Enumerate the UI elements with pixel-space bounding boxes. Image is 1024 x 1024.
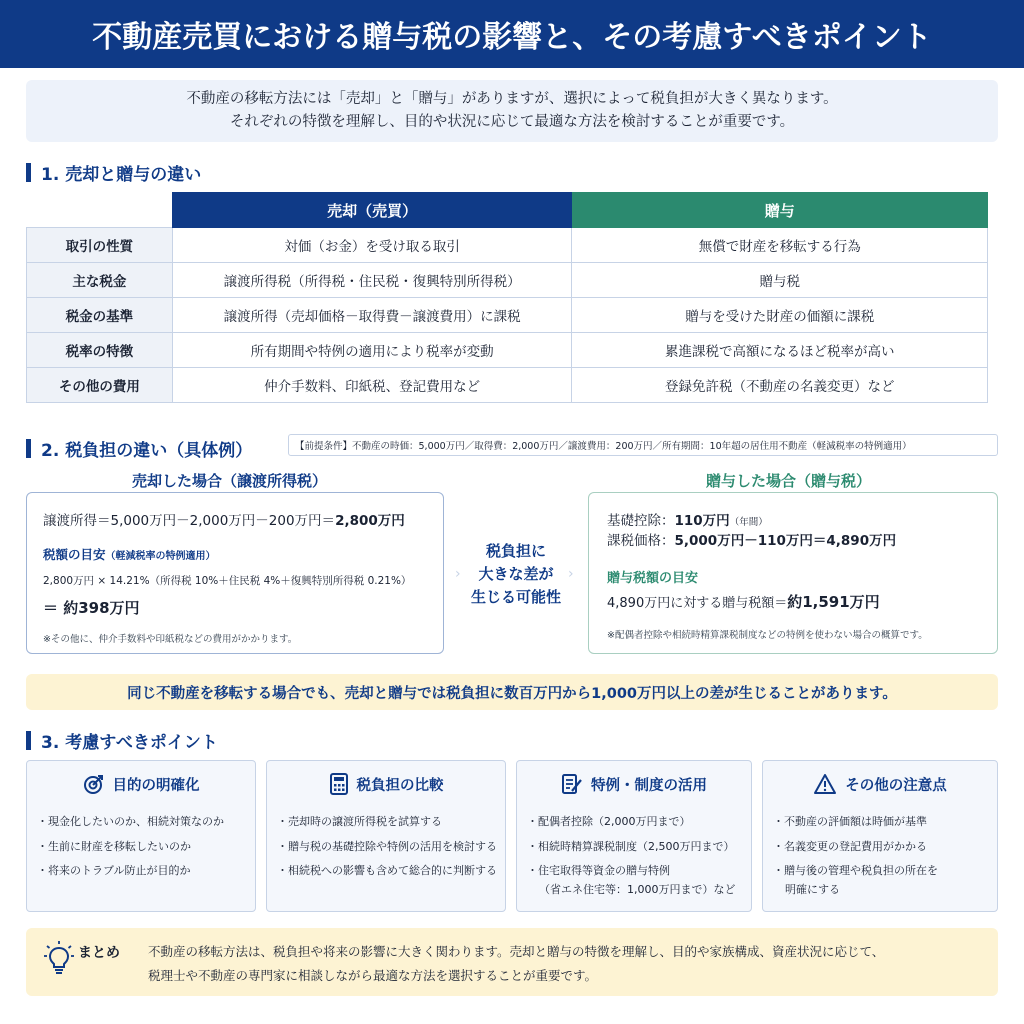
card-point: ・売却時の譲渡所得税を試算する: [277, 815, 442, 828]
card-title-text: 目的の明確化: [112, 777, 200, 794]
card-point: ・贈与税の基礎控除や特例の活用を検討する: [277, 840, 497, 853]
deduction-label: 基礎控除：: [607, 513, 675, 529]
card-point: ・不動産の評価額は時価が基準: [773, 815, 927, 828]
heading-bar: [26, 439, 31, 458]
row-header: 税金の基準: [27, 298, 173, 333]
gift-deduction: [607, 509, 768, 529]
card-title: [517, 773, 751, 795]
point-card: [266, 760, 506, 912]
intro-box: [26, 80, 998, 142]
taxable-label: 課税価格：: [607, 533, 675, 549]
card-point: ・生前に財産を移転したいのか: [37, 840, 191, 853]
column-header-sale: 売却（売買）: [172, 193, 572, 228]
row-header: 主な税金: [27, 263, 173, 298]
deduction-note: （年間）: [729, 517, 768, 528]
gift-taxable: [607, 529, 896, 549]
sale-calc: 2,800万円 × 14.21%（所得税 10%＋住民税 4%＋復興特別所得税 0.21%）: [43, 575, 412, 587]
summary-line: 不動産の移転方法は、税負担や将来の影響に大きく関わります。売却と贈与の特徴を理解し、目的や家族構成、資産状況に応じて、: [148, 944, 885, 959]
table-row: [27, 228, 988, 263]
center-line: 大きな差が: [478, 565, 554, 583]
table-cell: 譲渡所得（売却価格－取得費－譲渡費用）に課税: [172, 298, 572, 333]
chevron-right-icon: ›: [568, 566, 574, 582]
card-point: ・相続税への影響も含めて総合的に判断する: [277, 864, 497, 877]
section-title-text: 2. 税負担の違い（具体例）: [41, 441, 253, 461]
table-cell: 贈与税: [572, 263, 988, 298]
row-header: その他の費用: [27, 368, 173, 403]
card-point: ・現金化したいのか、相続対策なのか: [37, 815, 224, 828]
summary-text: [148, 940, 884, 988]
table-row: [27, 368, 988, 403]
point-card: [26, 760, 256, 912]
calculator-icon: [329, 773, 349, 795]
table-corner: [27, 193, 173, 228]
card-point: ・名義変更の登記費用がかかる: [773, 840, 927, 853]
lightbulb-icon: [44, 940, 74, 976]
sale-case-title: 売却した場合（譲渡所得税）: [132, 472, 328, 490]
table-cell: 所有期間や特例の適用により税率が変動: [172, 333, 572, 368]
card-point: ・配偶者控除（2,000万円まで）: [527, 815, 691, 828]
intro-line: それぞれの特徴を理解し、目的や状況に応じて最適な方法を検討することが重要です。: [229, 114, 795, 130]
card-title: [27, 773, 255, 795]
gift-case-title: 贈与した場合（贈与税）: [706, 472, 872, 490]
document-pen-icon: [561, 773, 583, 795]
card-title-text: 特例・制度の活用: [591, 777, 707, 794]
row-header: 税率の特徴: [27, 333, 173, 368]
estimate-value: 約1,591万円: [787, 593, 880, 611]
section-heading: [26, 160, 201, 185]
sale-estimate-heading: [43, 545, 216, 563]
table-row: [27, 333, 988, 368]
warning-icon: [813, 773, 837, 795]
formula-text: 譲渡所得＝5,000万円－2,000万円－200万円＝: [43, 513, 336, 529]
table-cell: 贈与を受けた財産の価額に課税: [572, 298, 988, 333]
table-cell: 無償で財産を移転する行為: [572, 228, 988, 263]
card-point: ・将来のトラブル防止が目的か: [37, 864, 191, 877]
gift-footnote: ※配偶者控除や相続時精算課税制度などの特例を使わない場合の概算です。: [607, 630, 928, 641]
section-title-text: 3. 考慮すべきポイント: [41, 733, 218, 753]
point-card: [762, 760, 998, 912]
card-point: ・住宅取得等資金の贈与特例: [527, 864, 670, 877]
card-title: [763, 773, 997, 795]
section-heading: [26, 728, 218, 753]
card-point: （省エネ住宅等：1,000万円まで）など: [539, 883, 736, 896]
estimate-label: 税額の目安: [43, 547, 106, 562]
table-cell: 対価（お金）を受け取る取引: [172, 228, 572, 263]
card-point: ・贈与後の管理や税負担の所在を: [773, 864, 938, 877]
row-header: 取引の性質: [27, 228, 173, 263]
summary-box: [26, 928, 998, 996]
table-cell: 登録免許税（不動産の名義変更）など: [572, 368, 988, 403]
chevron-right-icon: ›: [455, 566, 461, 582]
table-row: [27, 298, 988, 333]
table-cell: 累進課税で高額になるほど税率が高い: [572, 333, 988, 368]
card-title: [267, 773, 505, 795]
card-title-text: その他の注意点: [845, 777, 947, 794]
gift-estimate: [607, 591, 880, 612]
sale-footnote: ※その他に、仲介手数料や印紙税などの費用がかかります。: [43, 634, 298, 645]
sale-result: ＝ 約398万円: [43, 599, 140, 617]
card-title-text: 税負担の比較: [356, 777, 444, 794]
section-title-text: 1. 売却と贈与の違い: [41, 165, 202, 185]
card-point: ・相続時精算課税制度（2,500万円まで）: [527, 840, 735, 853]
center-message: [452, 540, 580, 609]
target-icon: [83, 773, 105, 795]
table-row: [27, 263, 988, 298]
taxable-value: 5,000万円－110万円＝4,890万円: [674, 533, 897, 549]
point-card: [516, 760, 752, 912]
comparison-table: [26, 192, 988, 403]
sale-case-box: [26, 492, 444, 654]
table-cell: 譲渡所得税（所得税・住民税・復興特別所得税）: [172, 263, 572, 298]
table-header-row: [27, 193, 988, 228]
intro-line: 不動産の移転方法には「売却」と「贈与」がありますが、選択によって税負担が大きく異なります。: [186, 91, 838, 107]
section-heading: [26, 436, 252, 461]
heading-bar: [26, 731, 31, 750]
heading-bar: [26, 163, 31, 182]
page-title: 不動産売買における贈与税の影響と、その考慮すべきポイント: [0, 0, 1024, 68]
summary-line: 税理士や不動産の専門家に相談しながら最適な方法を選択することが重要です。: [148, 968, 598, 983]
gift-case-box: [588, 492, 998, 654]
gift-estimate-label: 贈与税額の目安: [607, 571, 699, 586]
deduction-value: 110万円: [674, 513, 730, 529]
sale-formula: [43, 509, 405, 529]
center-line: 生じる可能性: [470, 588, 561, 606]
highlight-banner: 同じ不動産を移転する場合でも、売却と贈与では税負担に数百万円から1,000万円以上の差が生じることがあります。: [26, 674, 998, 710]
premise-note: 【前提条件】不動産の時価：5,000万円／取得費：2,000万円／譲渡費用：200万円／所有期間：10年超の居住用不動産（軽減税率の特例適用）: [288, 434, 998, 456]
table-cell: 仲介手数料、印紙税、登記費用など: [172, 368, 572, 403]
estimate-note: （軽減税率の特例適用）: [105, 551, 216, 562]
formula-result: 2,800万円: [335, 513, 405, 529]
estimate-prefix: 4,890万円に対する贈与税額＝: [607, 596, 788, 611]
summary-label: まとめ: [78, 945, 120, 961]
column-header-gift: 贈与: [572, 193, 988, 228]
center-line: 税負担に: [485, 542, 546, 560]
card-point: 明確にする: [785, 883, 840, 896]
